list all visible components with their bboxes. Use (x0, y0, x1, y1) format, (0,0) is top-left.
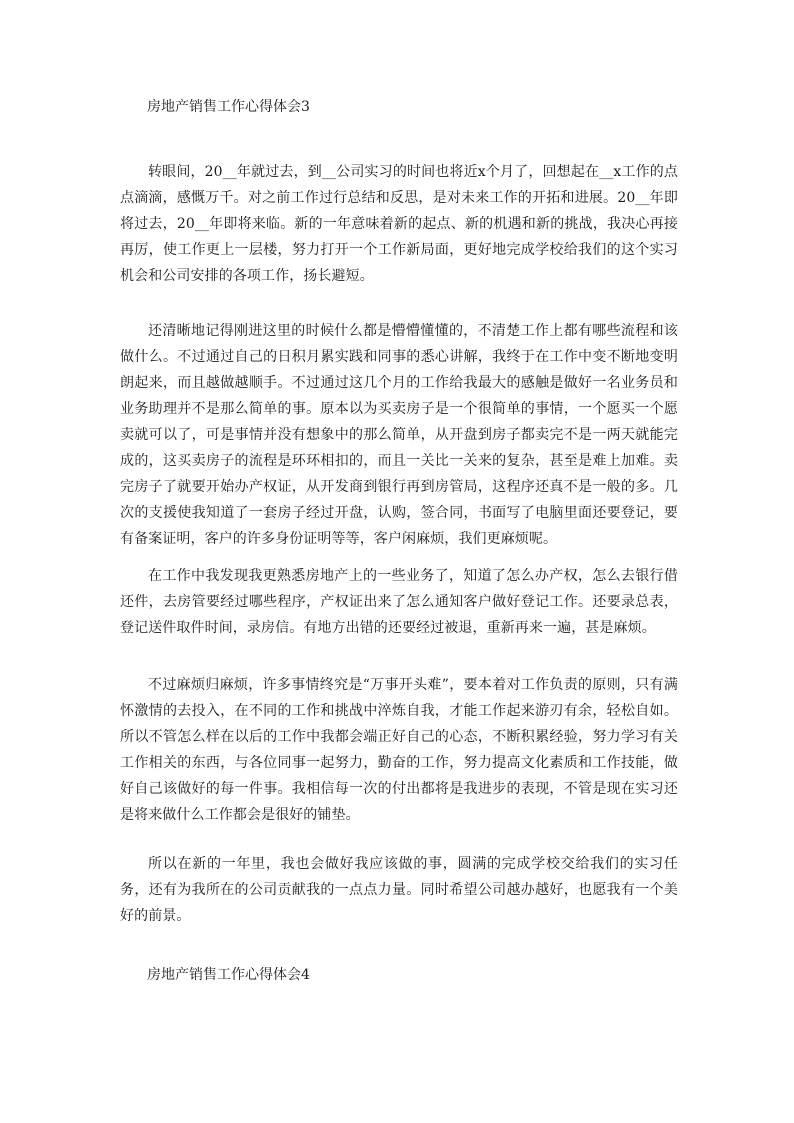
paragraph: 还清晰地记得刚进这里的时候什么都是懵懵懂懂的，不清楚工作上都有哪些流程和该做什么。不过通过自己的日积月累实践和同事的悉心讲解，我终于在工作中变不断地变明朗起来，而且越做越顺手。不过通过这几个月的工作给我最大的感触是做好一名业务员和业务助理并不是那么简单的事。原本以为买卖房子是一个很简单的事情，一个愿买一个愿卖就可以了，可是事情并没有想象中的那么简单，从开盘到房子都卖完不是一两天就能完成的，这买卖房子的流程是环环相扣的，而且一关比一关来的复杂，甚至是难上加难。卖完房子了就要开始办产权证，从开发商到银行再到房管局，这程序还真不是一般的多。几次的支援使我知道了一套房子经过开盘，认购，签合同，书面写了电脑里面还要登记，要有备案证明，客户的许多身份证明等等，客户闲麻烦，我们更麻烦呢。 (120, 323, 678, 547)
paragraph: 转眼间，20__年就过去，到__公司实习的时间也将近x个月了，回想起在__x工作的点点滴滴，感慨万千。对之前工作过行总结和反思，是对未来工作的开拓和进展。20__年即将过去，20__年即将来临。新的一年意味着新的起点、新的机遇和新的挑战，我决心再接再厉，使工作更上一层楼，努力打开一个工作新局面，更好地完成学校给我们的这个实习机会和公司安排的各项工作，扬长避短。 (120, 164, 678, 284)
paragraph: 不过麻烦归麻烦，许多事情终究是“万事开头难”，要本着对工作负责的原则，只有满怀激情的去投入，在不同的工作和挑战中淬炼自我，才能工作起来游刃有余，轻松自如。所以不管怎么样在以后的工作中我都会端正好自己的心态，不断积累经验，努力学习有关工作相关的东西，与各位同事一起努力，勤奋的工作，努力提高文化素质和工作技能，做好自己该做好的每一件事。我相信每一次的付出都将是我进步的表现，不管是现在实习还是将来做什么工作都会是很好的铺垫。 (120, 677, 678, 823)
paragraph: 在工作中我发现我更熟悉房地产上的一些业务了，知道了怎么办产权，怎么去银行借还件，去房管要经过哪些程序，产权证出来了怎么通知客户做好登记工作。还要录总表，登记送件取件时间，录房信。有地方出错的还要经过被退，重新再来一遍，甚是麻烦。 (120, 568, 678, 636)
section-heading: 房地产销售工作心得体会4 (147, 967, 310, 983)
paragraph: 所以在新的一年里，我也会做好我应该做的事，圆满的完成学校交给我们的实习任务，还有为我所在的公司贡献我的一点点力量。同时希望公司越办越好，也愿我有一个美好的前景。 (120, 856, 678, 924)
section-heading: 房地产销售工作心得体会3 (147, 99, 310, 115)
